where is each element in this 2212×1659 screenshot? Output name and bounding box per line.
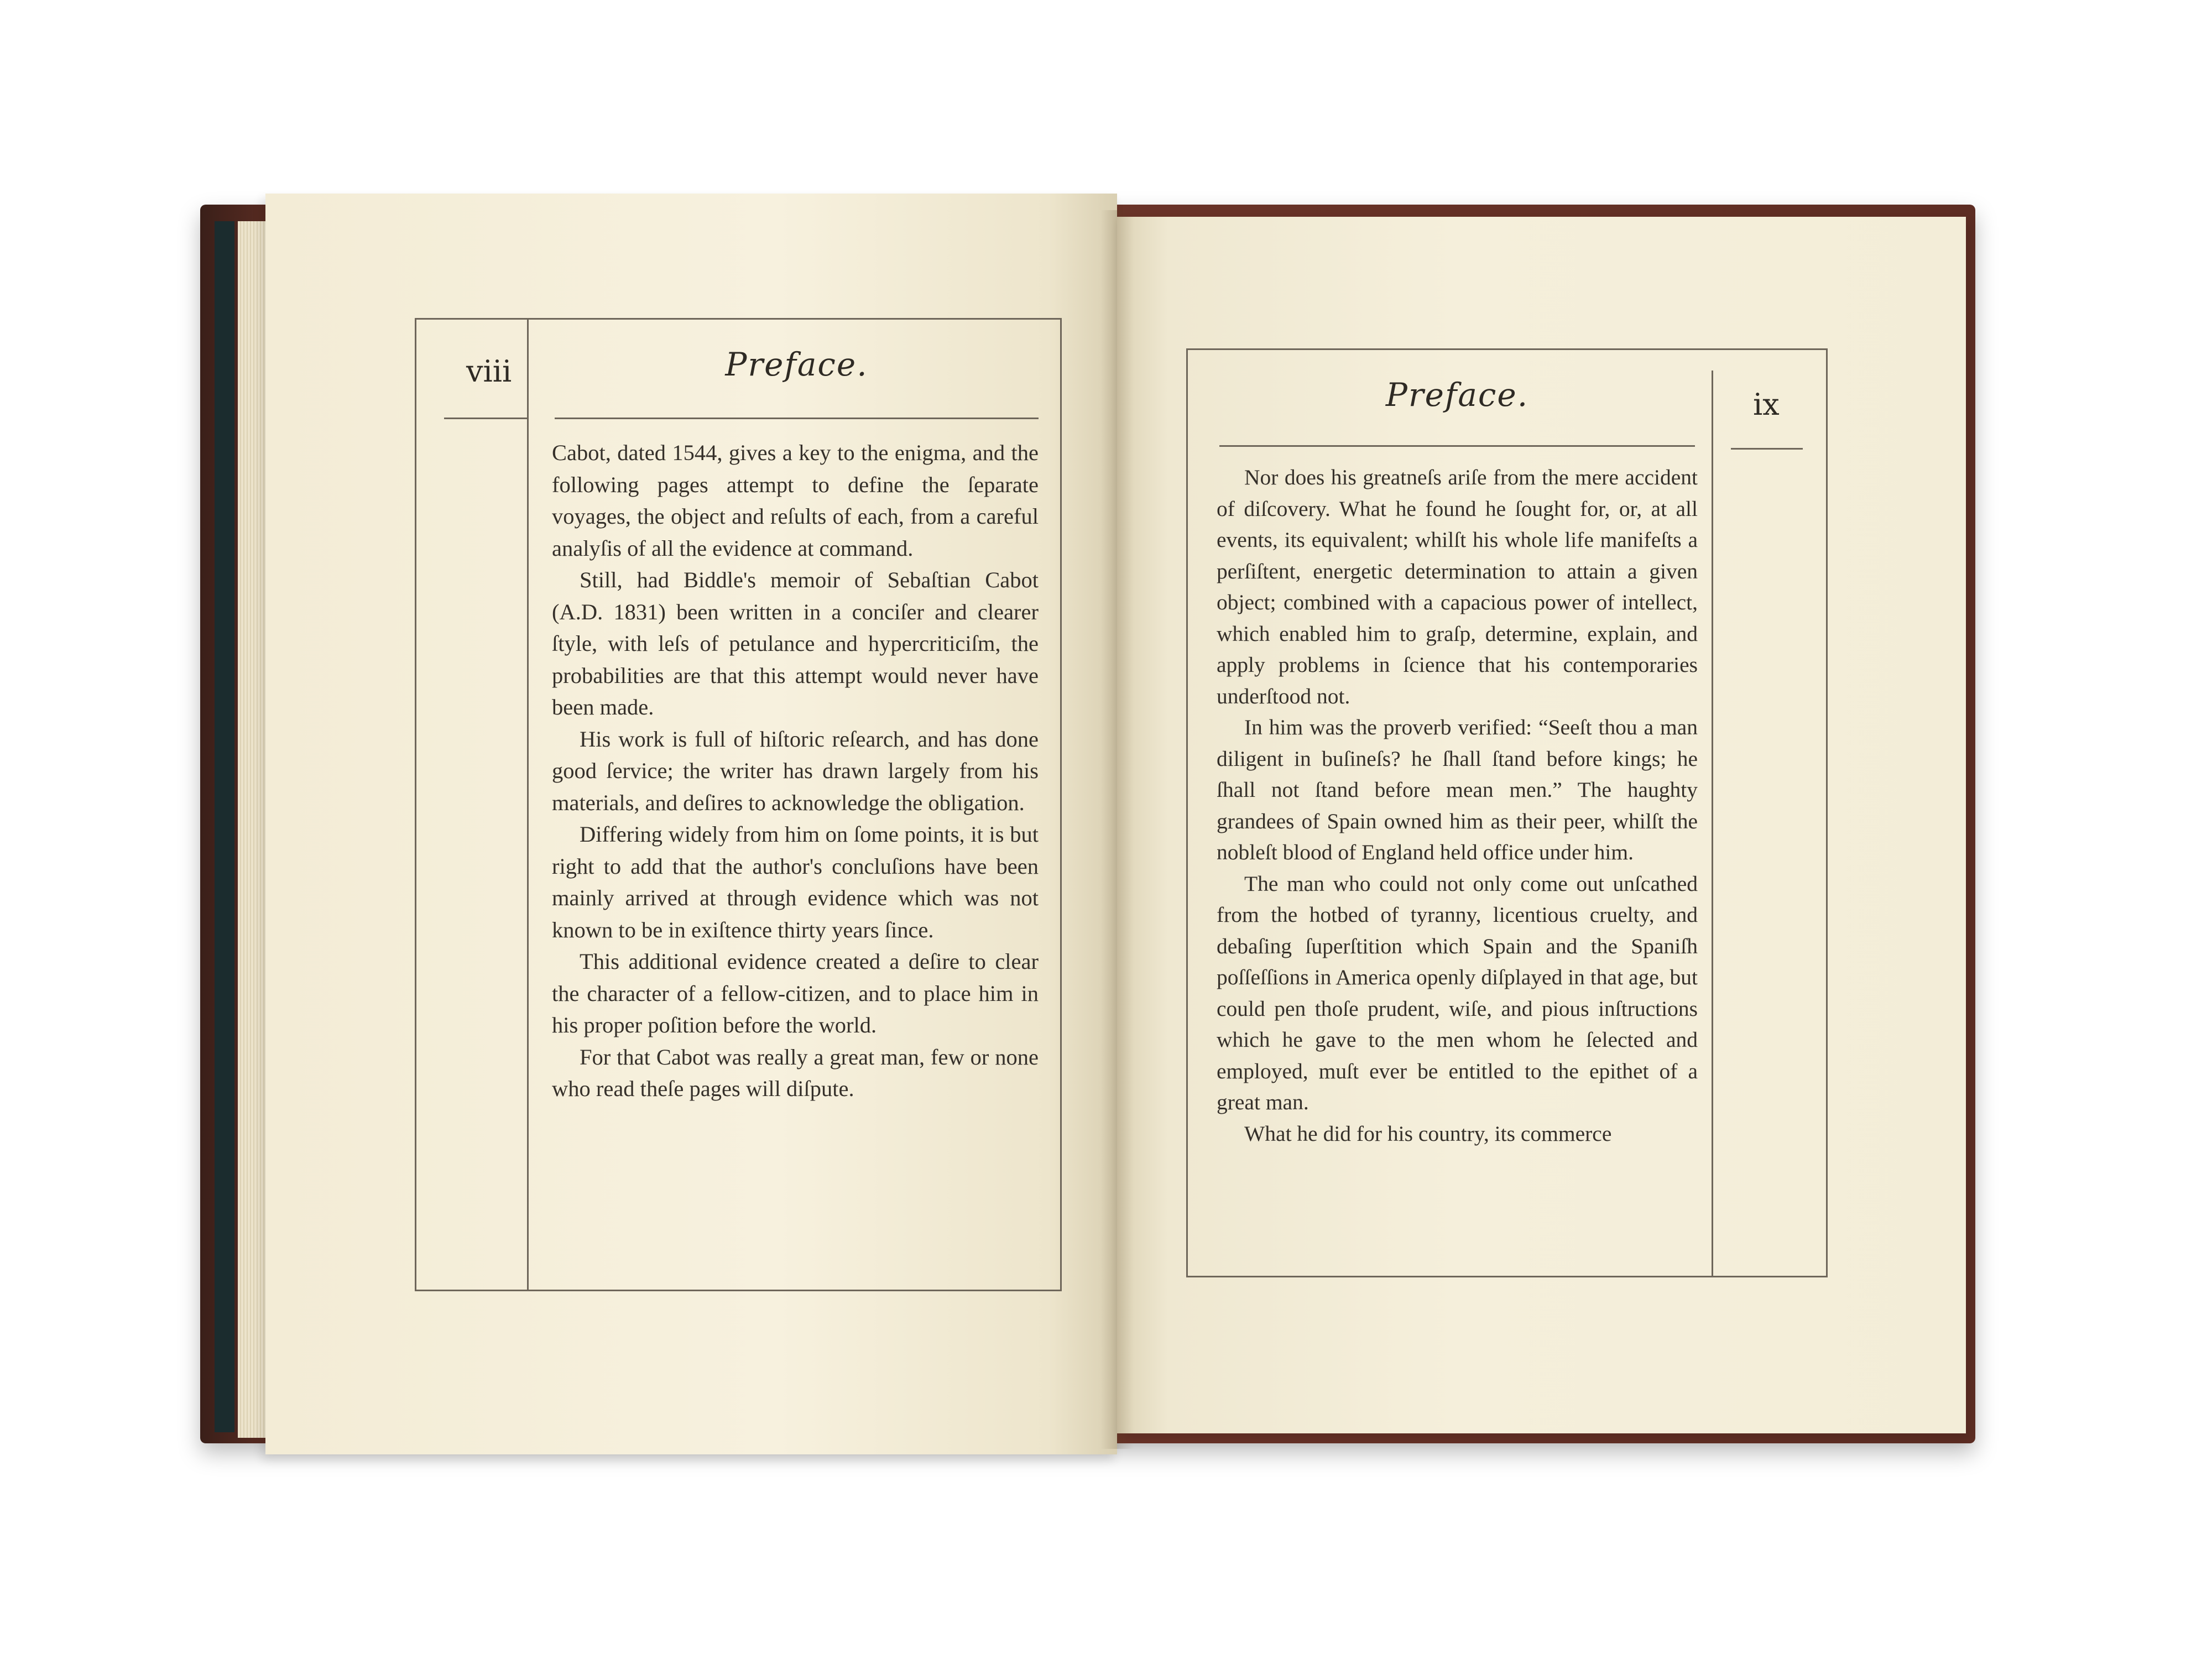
- left-page-text: [552, 437, 1039, 1105]
- paragraph: His work is full of hiſtoric reſearch, and has done good ſervice; the writer has drawn largely from his materials, and deſires to acknowledge the obligation.: [552, 726, 1039, 815]
- paragraph: The man who could not only come out unſcathed from the hotbed of tyranny, licentious cruelty, and debaſing ſuperſtition which Spain and the Spaniſh poſſeſſions in America openly diſplayed in that age, but could pen thoſe prudent, wiſe, and pious inſtructions which he gave to the men whom he ſelected and employed, muſt ever be entitled to the epithet of a great man.: [1217, 871, 1698, 1114]
- paragraph: Differing widely from him on ſome points, it is but right to add that the author's concluſions have been mainly arrived at through evidence which was not known to be in exiſtence thirty years ſince.: [552, 822, 1039, 942]
- left-margin-rule: [527, 318, 529, 1291]
- book-spine-edge: [215, 221, 234, 1432]
- paragraph: What he did for his country, its commerce: [1244, 1121, 1612, 1146]
- left-page-number: viii: [466, 354, 512, 389]
- left-folio-rule: [444, 418, 527, 419]
- left-running-head: Preface.: [725, 346, 868, 383]
- right-head-rule: [1219, 445, 1695, 447]
- paragraph: In him was the proverb verified: “Seeſt thou a man diligent in buſineſs? he ſhall ſtand before kings; he ſhall not ſtand before mean men.” The haughty grandees of Spain owned him as their peer, whilſt the nobleſt blood of England held office under him.: [1217, 715, 1698, 864]
- right-page-text: [1217, 462, 1698, 1149]
- right-running-head: Preface.: [1385, 376, 1529, 414]
- right-folio-rule: [1731, 448, 1803, 450]
- paragraph: Still, had Biddle's memoir of Sebaſtian Cabot (A.D. 1831) been written in a conciſer and clearer ſtyle, with leſs of petulance and hypercriticiſm, the probabilities are that this attempt would never have been made.: [552, 567, 1039, 719]
- right-margin-rule: [1712, 371, 1713, 1277]
- paragraph: For that Cabot was really a great man, few or none who read theſe pages will diſpute.: [552, 1044, 1039, 1101]
- right-page-number: ix: [1753, 387, 1780, 422]
- paragraph: This additional evidence created a deſire to clear the character of a fellow-citizen, and to place him in his proper poſition before the world.: [552, 949, 1039, 1037]
- left-head-rule: [555, 418, 1039, 419]
- paragraph: Nor does his greatneſs ariſe from the mere accident of diſcovery. What he found he ſought for, or, at all events, its equivalent; whilſt his whole life manifeſts a perſiſtent, energetic determination to attain a given object; combined with a capacious power of intellect, which enabled him to graſp, determine, explain, and apply problems in ſcience that his contemporaries underſtood not.: [1217, 465, 1698, 708]
- paragraph: Cabot, dated 1544, gives a key to the enigma, and the following pages attempt to define the ſeparate voyages, the object and reſults of each, from a careful analyſis of all the evidence at command.: [552, 440, 1039, 561]
- book-gutter: [1100, 210, 1134, 1449]
